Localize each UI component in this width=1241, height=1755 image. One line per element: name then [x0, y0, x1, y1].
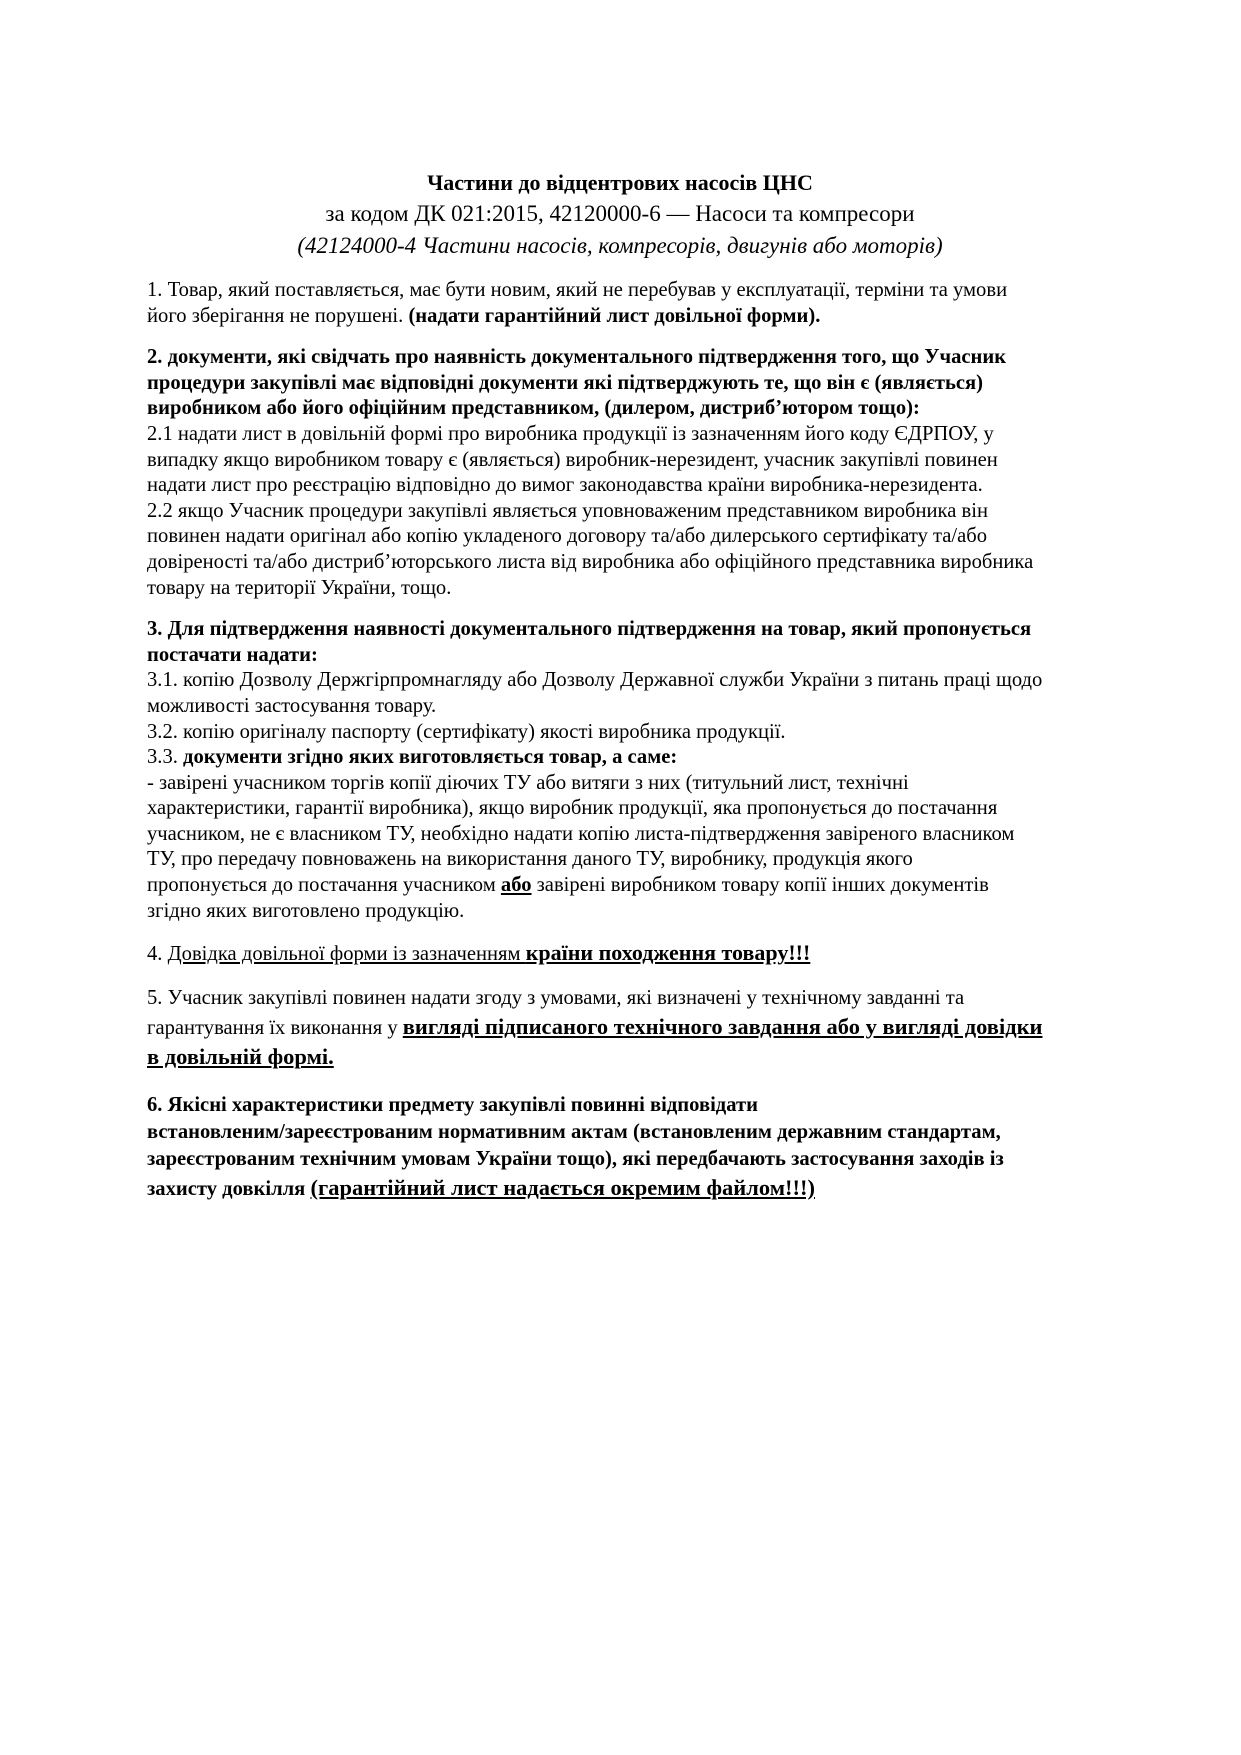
requirement-3-heading-line-2: постачати надати: [147, 643, 318, 666]
requirement-3-1-line-1: 3.1. копію Дозволу Держгірпромнагляду або Дозволу Державної служби України з питань праці щодо [147, 669, 1043, 692]
requirement-2-2-line-1: 2.2 якщо Учасник процедури закупівлі являється уповноваженим представником виробника він [147, 499, 989, 522]
requirement-5-text: гарантування їх виконання у [147, 1016, 403, 1039]
requirement-1-line-1: 1. Товар, який поставляється, має бути новим, який не перебував у експлуатації, терміни та умови [147, 279, 1008, 301]
requirement-3 [147, 617, 1147, 924]
requirement-6-line-1: 6. Якісні характеристики предмету закупівлі повинні відповідати [147, 1093, 758, 1116]
requirement-6 [147, 1092, 1147, 1203]
requirement-6-line-3: зареєстрованим технічним умовам України тощо), які передбачають застосування заходів із [147, 1147, 1004, 1170]
requirement-5-emphasis-1: вигляді підписаного технічного завдання або у вигляді довідки [402, 1013, 1043, 1039]
requirement-2-1-line-2: випадку якщо виробником товару є (являється) виробник-нерезидент, учасник закупівлі повинен [147, 448, 998, 471]
subclassification-code-line: (42124000-4 Частини насосів, компресорів, двигунів або моторів) [297, 233, 943, 258]
requirement-4-text: Довідка довільної форми із зазначенням [167, 943, 526, 966]
requirement-4-line [147, 940, 1147, 968]
requirement-2-heading-line-1: 2. документи, які свідчать про наявність документального підтвердження того, що Учасник [147, 346, 1007, 369]
requirement-2-1-line-3: надати лист про реєстрацію відповідно до вимог законодавства країни виробника-нерезидента. [147, 474, 983, 497]
requirement-3-3-detail-line-4: ТУ, про передачу повноважень на використання даного ТУ, виробнику, продукція якого [147, 848, 913, 871]
requirement-2-1-line-1: 2.1 надати лист в довільній формі про виробника продукції із зазначенням його коду ЄДРПОУ, у [147, 422, 994, 445]
requirement-2-2-line-4: товару на території України, тощо. [147, 576, 452, 599]
document-header [130, 168, 1110, 262]
requirement-3-3-number: 3.3. [147, 746, 184, 769]
requirement-5 [147, 984, 1147, 1072]
requirement-3-2-line: 3.2. копію оригіналу паспорту (сертифікату) якості виробника продукції. [147, 720, 786, 743]
requirement-2-heading-line-2: процедури закупівлі має відповідні документи які підтверджують те, що він є (являється) [147, 371, 984, 394]
requirement-3-3-detail-line-5 [147, 873, 1147, 899]
document-body [147, 278, 1147, 1219]
requirement-5-line-2 [147, 1012, 1147, 1042]
requirement-3-3-line [147, 745, 1147, 771]
requirement-4-number: 4. [147, 943, 168, 966]
requirement-3-1-line-2: можливості застосування товару. [147, 694, 437, 717]
requirement-3-3-text-a: пропонується до постачання учасником [147, 874, 501, 897]
requirement-3-3-text-c: завірені виробником товару копії інших документів [531, 874, 989, 897]
requirement-2-heading-line-3: виробником або його офіційним представником, (дилером, дистриб’ютором тощо): [147, 397, 920, 420]
requirement-6-text: захисту довкілля [147, 1177, 311, 1200]
requirement-6-emphasis: (гарантійний лист надається окремим файлом!!!) [310, 1174, 815, 1200]
classification-code-line: за кодом ДК 021:2015, 42120000-6 — Насоси та компресори [325, 201, 915, 226]
requirement-2-2-line-3: довіреності та/або дистриб’юторського листа від виробника або офіційного представника виробника [147, 550, 1034, 573]
requirement-4-emphasis: країни походження товару!!! [525, 940, 811, 966]
requirement-1-emphasis: (надати гарантійний лист довільної форми). [408, 304, 821, 327]
requirement-6-line-2: встановленим/зареєстрованим нормативним актам (встановленим державним стандартам, [147, 1120, 1001, 1143]
requirement-3-3-detail-line-2: характеристики, гарантії виробника), якщо виробник продукції, яка пропонується до постачання [147, 797, 998, 820]
requirement-3-heading-line-1: 3. Для підтвердження наявності документального підтвердження на товар, який пропонується [147, 618, 1032, 641]
requirement-5-line-3 [147, 1042, 1147, 1072]
requirement-2-2-line-2: повинен надати оригінал або копію укладеного договору та/або дилерського сертифікату та/або [147, 525, 988, 548]
document-title: Частини до відцентрових насосів ЦНС [427, 170, 813, 195]
requirement-6-line-4 [147, 1173, 1147, 1203]
requirement-4 [147, 940, 1147, 968]
requirement-2 [147, 345, 1147, 601]
requirement-3-3-detail-line-1: - завірені учасником торгів копії діючих ТУ або витяги з них (титульний лист, технічні [147, 771, 909, 794]
requirement-5-line-1: 5. Учасник закупівлі повинен надати згоду з умовами, які визначені у технічному завданні та [147, 986, 965, 1009]
requirement-3-3-or-emphasis: або [500, 874, 532, 897]
requirement-1-line-2 [147, 304, 1147, 330]
requirement-3-3-detail-line-6: згідно яких виготовлено продукцію. [147, 899, 465, 922]
requirement-1 [147, 278, 1147, 329]
requirement-1-text: його зберігання не порушені. [147, 304, 409, 327]
requirement-3-3-detail-line-3: учасником, не є власником ТУ, необхідно надати копію листа-підтвердження завіреного власником [147, 822, 1015, 845]
requirement-3-3-heading: документи згідно яких виготовляється товар, а саме: [183, 746, 678, 769]
requirement-5-emphasis-2: в довільній формі. [147, 1043, 334, 1069]
